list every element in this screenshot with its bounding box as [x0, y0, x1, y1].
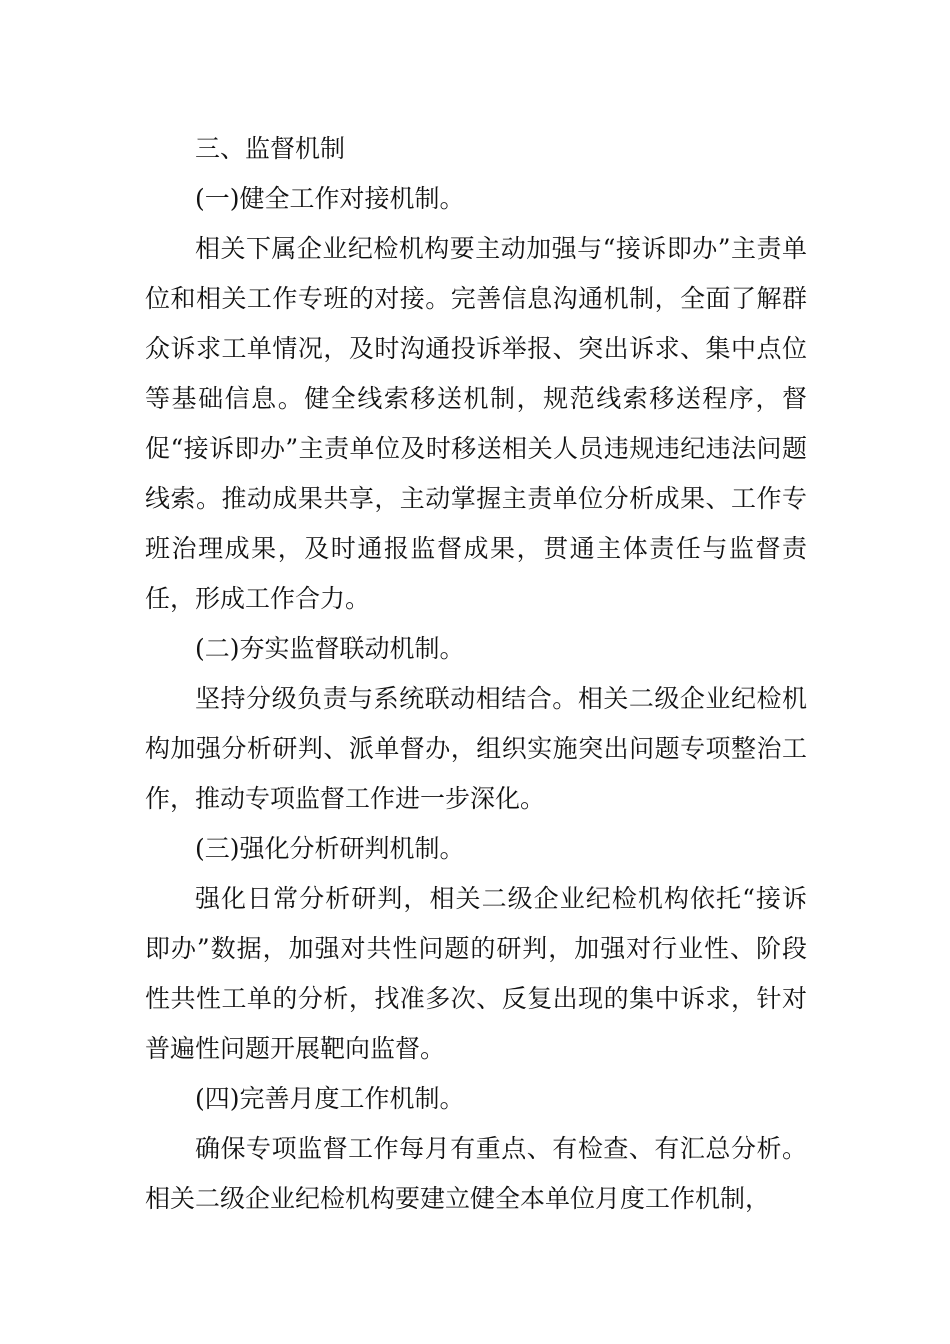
section-title: 三、监督机制: [195, 134, 346, 163]
document-body: [145, 124, 807, 1224]
paragraph-4: 确保专项监督工作每月有重点、有检查、有汇总分析。相关二级企业纪检机构要建立健全本单位月度工作机制，: [145, 1134, 807, 1213]
subsection-heading-1: (一)健全工作对接机制。: [195, 184, 465, 213]
subsection-heading-2: (二)夯实监督联动机制。: [195, 634, 465, 663]
subsection-heading-3: (三)强化分析研判机制。: [195, 834, 465, 863]
paragraph-2: 坚持分级负责与系统联动相结合。相关二级企业纪检机构加强分析研判、派单督办，组织实施突出问题专项整治工作，推动专项监督工作进一步深化。: [145, 684, 807, 813]
paragraph-3: 强化日常分析研判，相关二级企业纪检机构依托“接诉即办”数据，加强对共性问题的研判，加强对行业性、阶段性共性工单的分析，找准多次、反复出现的集中诉求，针对普遍性问题开展靶向监督。: [145, 884, 807, 1063]
paragraph-1: 相关下属企业纪检机构要主动加强与“接诉即办”主责单位和相关工作专班的对接。完善信息沟通机制，全面了解群众诉求工单情况，及时沟通投诉举报、突出诉求、集中点位等基础信息。健全线索移送机制，规范线索移送程序，督促“接诉即办”主责单位及时移送相关人员违规违纪违法问题线索。推动成果共享，主动掌握主责单位分析成果、工作专班治理成果，及时通报监督成果，贯通主体责任与监督责任，形成工作合力。: [145, 234, 807, 613]
subsection-heading-4: (四)完善月度工作机制。: [195, 1084, 465, 1113]
